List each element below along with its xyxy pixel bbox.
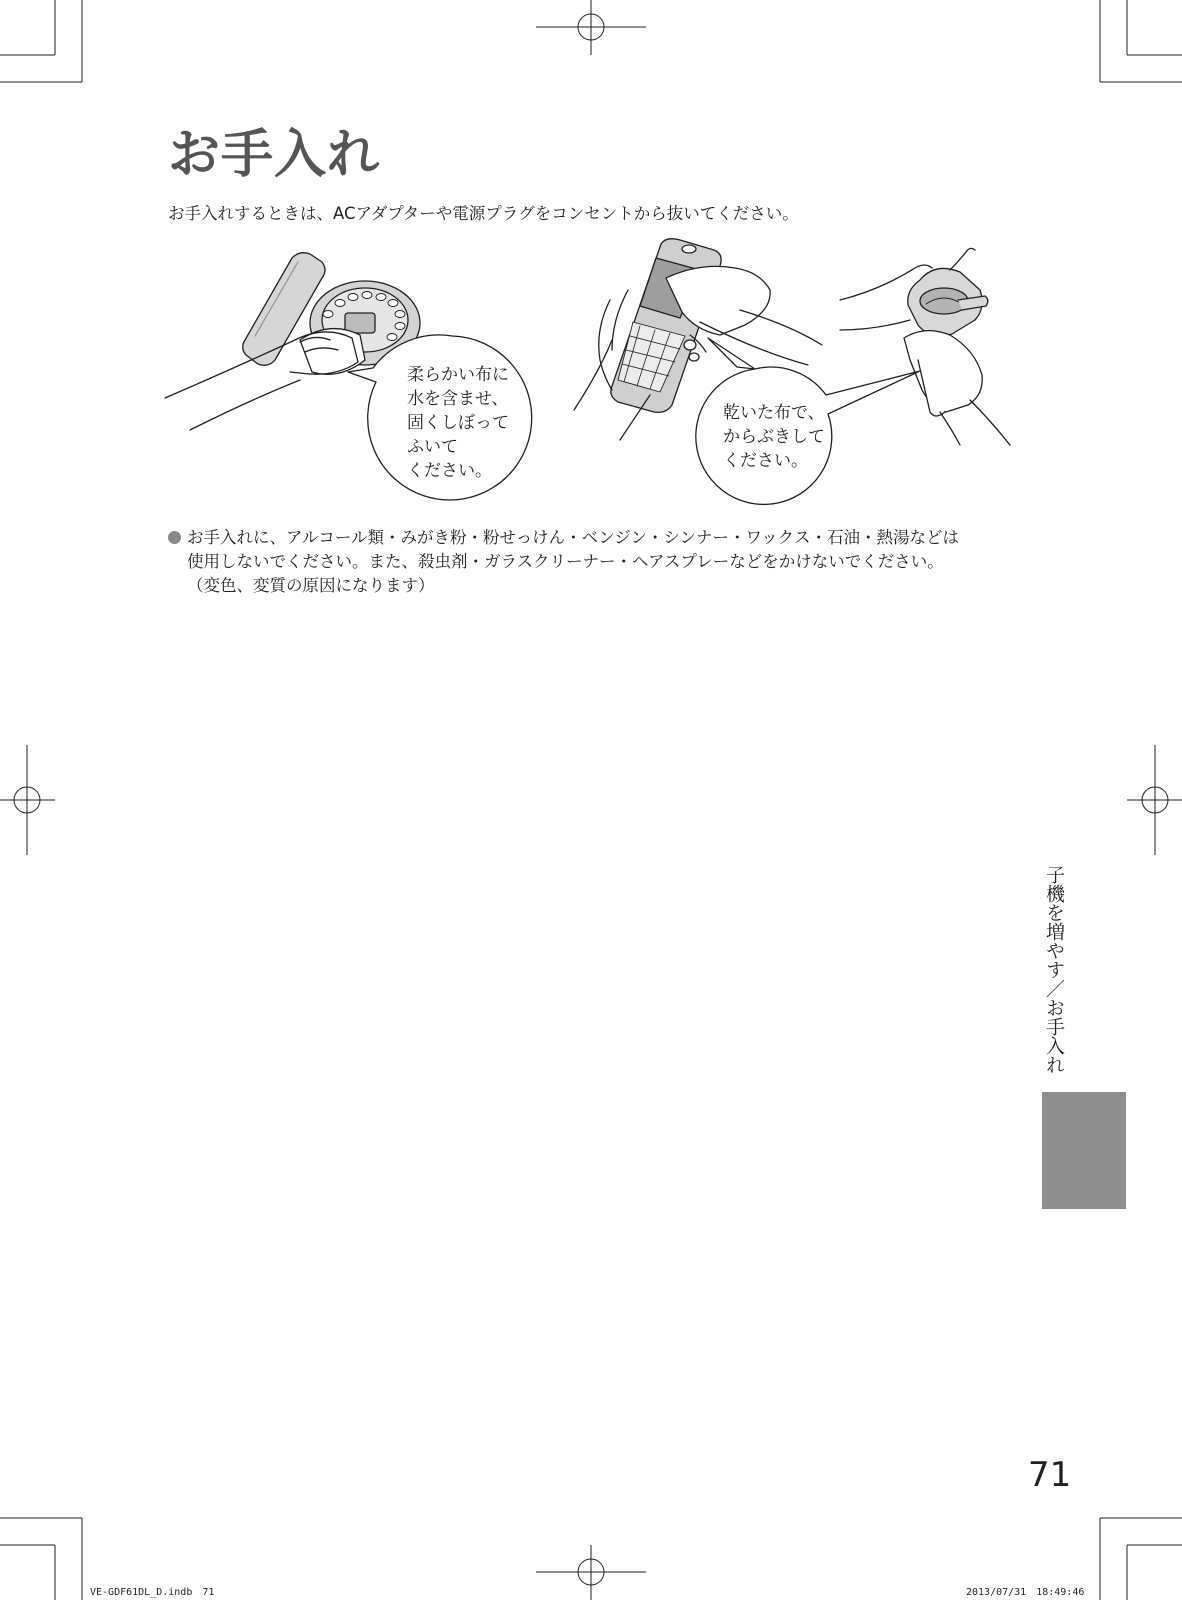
note-text: 使用しないでください。また、殺虫剤・ガラスクリーナー・ヘアスプレーなどをかけないでください。 <box>187 552 944 571</box>
bubble-text-wet-cloth <box>407 363 509 483</box>
slug-datetime: 2013/07/31 18:49:46 <box>966 1587 1085 1598</box>
page-title: お手入れ <box>168 125 381 185</box>
side-tab <box>1042 1092 1126 1209</box>
charger-illustration <box>840 248 1010 445</box>
side-tab-label: 子機を増やす／お手入れ <box>1043 865 1065 1074</box>
intro-text: お手入れするときは、ACアダプターや電源プラグをコンセントから抜いてください。 <box>168 204 799 223</box>
note-text: （変色、変質の原因になります） <box>187 576 435 595</box>
bubble-line: 固くしぼって <box>407 413 509 433</box>
bubble-line: 乾いた布で、 <box>723 403 825 423</box>
bubble-line: 水を含ませ、 <box>407 389 509 409</box>
page-number: 71 <box>1028 1455 1072 1495</box>
note-text: お手入れに、アルコール類・みがき粉・粉せっけん・ベンジン・シンナー・ワックス・石油・熱湯などは <box>187 528 959 547</box>
bubble-line: 柔らかい布に <box>407 365 509 385</box>
bubble-line: ください。 <box>407 461 492 481</box>
bubble-line: ふいて <box>407 437 458 457</box>
slug-file: VE-GDF61DL_D.indb 71 <box>90 1587 215 1598</box>
bullet-icon <box>168 531 181 544</box>
bubble-line: からぶきして <box>723 427 825 447</box>
bubble-text-dry-cloth <box>723 401 825 473</box>
caution-notes <box>168 526 959 598</box>
bubble-line: ください。 <box>723 451 808 471</box>
note-line <box>168 526 959 550</box>
